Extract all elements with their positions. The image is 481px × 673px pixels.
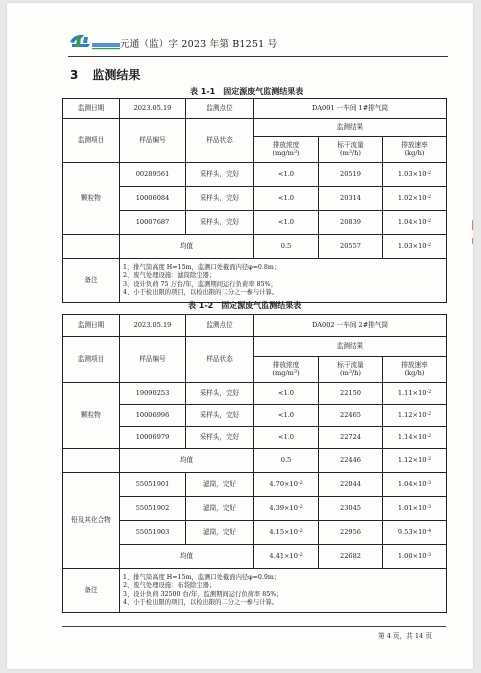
table2-mean1-label: 均值	[120, 449, 254, 473]
table1-header-row	[63, 119, 447, 137]
table1-caption: 表 1-1 固定源废气监测结果表	[190, 87, 304, 96]
table1-flow-header: 标干流量 $(m^3/h)$	[319, 137, 383, 163]
table2-notes-label: 备注	[63, 569, 120, 613]
table-row: 颗粒物 19090253 采样头，完好 <1.0 22150 $1.11\times 10^{-2}$	[63, 383, 447, 405]
header-rule	[68, 56, 448, 57]
table2-mean2-row: 均值 $4.41\times 10^{-2}$ 22682 $1.00\times 10^{-3}$	[63, 545, 447, 569]
table-row: 10006084 采样头，完好 <1.0 20314 $1.02\times 10^{-2}$	[63, 187, 447, 211]
table1-date-value: 2023.05.19	[120, 99, 186, 119]
table2-date-label: 监测日期	[63, 315, 120, 337]
page-header	[68, 30, 448, 54]
table1-site-label: 监测点位	[186, 99, 254, 119]
table2-conc-header: 排放浓度 $(mg/m^3)$	[254, 357, 319, 383]
table-row: 10006996 采样头，完好 <1.0 22465 $1.12\times 10^{-2}$	[63, 405, 447, 427]
table1-conc-header: 排放浓度 $(mg/m^3)$	[254, 137, 319, 163]
table2-mean2-label: 均值	[120, 545, 254, 569]
table2-date-value: 2023.05.19	[120, 315, 186, 337]
table2-results-header: 监测结果	[254, 337, 447, 357]
table2-header-row	[63, 337, 447, 357]
table1-sample-no-header: 样品编号	[120, 119, 186, 163]
table2-site-label: 监测点位	[186, 315, 254, 337]
table2-item2-name: 铅及其化合物	[63, 473, 120, 569]
table2-site-value: DA002 一车间 2#排气筒	[254, 315, 447, 337]
table1-mean-row: 均值 0.5 20557 $1.03\times 10^{-2}$	[63, 235, 447, 259]
section-number: 3	[70, 68, 79, 82]
table2-item1-name: 颗粒物	[63, 383, 120, 449]
table2-mean1-row: 均值 0.5 22446 $1.12\times 10^{-2}$	[63, 449, 447, 473]
table2-sample-no-header: 样品编号	[120, 337, 186, 383]
table2-flow-header: 标干流量 $(m^3/h)$	[319, 357, 383, 383]
table-row: 10007687 采样头，完好 <1.0 20839 $1.04\times 10^{-2}$	[63, 211, 447, 235]
footer-rule	[62, 626, 446, 627]
table1-notes-label: 备注	[63, 259, 120, 303]
table2-item-header: 监测项目	[63, 337, 120, 383]
table-row: 铅及其化合物 55051901 滤筒，完好 $4.70\times 10^{-2}$ 22044 $1.04\times 10^{-3}$	[63, 473, 447, 497]
table1-results-header: 监测结果	[254, 119, 447, 137]
table1-item-header: 监测项目	[63, 119, 120, 163]
table-row: 10006979 采样头，完好 <1.0 22724 $1.14\times 10^{-2}$	[63, 427, 447, 449]
table2-sample-state-header: 样品状态	[186, 337, 254, 383]
table1-item-name: 颗粒物	[63, 163, 120, 235]
section-heading	[70, 66, 140, 83]
table1-mean-label: 均值	[120, 235, 254, 259]
page-number: 第 4 页，共 14 页	[378, 632, 432, 640]
table-row: 55051903 滤筒，完好 $4.15\times 10^{-2}$ 22956 $9.53\times 10^{-4}$	[63, 521, 447, 545]
table2-notes-row	[63, 569, 447, 613]
table-row: 颗粒物 00289561 采样头，完好 <1.0 20519 $1.03\times 10^{-2}$	[63, 163, 447, 187]
table1-notes: 1、排气筒高度 H=15m，监测口处截面内径φ=0.8m； 2、废气处理设施：滤筒除尘器； 3、设计负荷 75 万台/年，监测期间运行负荷率 85%； 4、小于检出限的项目，以检出限的二分之一参与计算。	[120, 259, 447, 303]
table2-date-row	[63, 315, 447, 337]
table1-notes-row	[63, 259, 447, 303]
table-row: 55051902 滤筒，完好 $4.39\times 10^{-2}$ 23045 $1.01\times 10^{-3}$	[63, 497, 447, 521]
table1-site-value: DA001 一车间 1#排气筒	[254, 99, 447, 119]
table2-caption: 表 1-2 固定源废气监测结果表	[188, 301, 302, 310]
table1-rate-header: 排放速率 (kg/h)	[383, 137, 447, 163]
table2-rate-header: 排放速率 (kg/h)	[383, 357, 447, 383]
table1-date-row	[63, 99, 447, 119]
table2	[62, 314, 447, 613]
edge-mark	[472, 220, 473, 230]
table1-date-label: 监测日期	[63, 99, 120, 119]
table2-notes: 1、排气筒高度 H=15m，监测口处截面内径φ=0.9m； 2、废气处理设施：布袋除尘器； 3、设计负荷 32500 台/年，监测期间运行负荷率 85%； 4、小于检出限的项目，以检出限的二分之一参与计算。	[120, 569, 447, 613]
edge-mark	[472, 238, 473, 244]
company-logo	[68, 32, 122, 52]
table1	[62, 98, 447, 303]
document-number: 元通（监）字 2023 年第 B1251 号	[120, 39, 278, 50]
section-title: 监测结果	[92, 68, 141, 82]
table1-sample-state-header: 样品状态	[186, 119, 254, 163]
